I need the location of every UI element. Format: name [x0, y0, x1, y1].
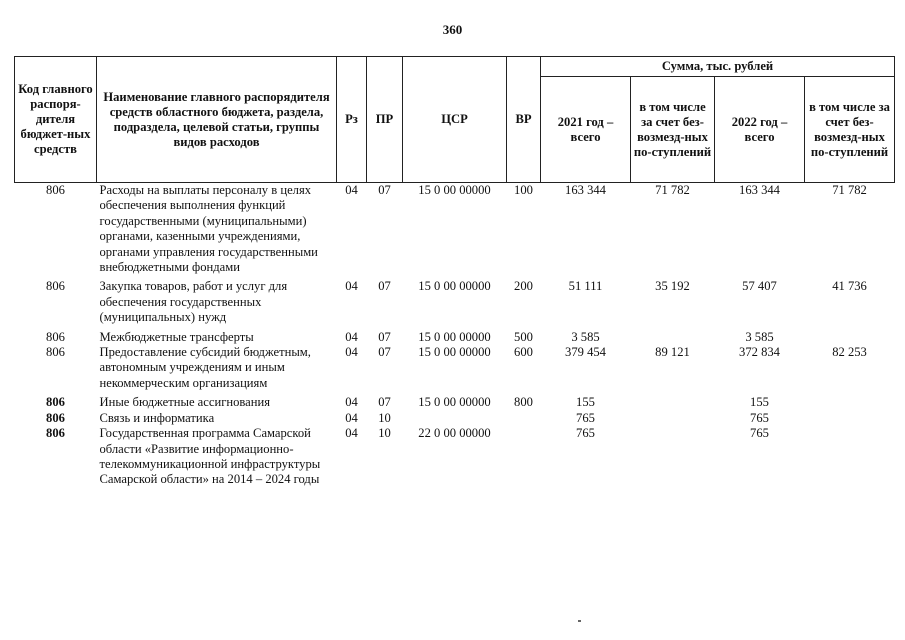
row-rz: 04: [345, 395, 358, 410]
header-code: Код главного распоря-дителя бюджет-ных средств: [15, 57, 97, 183]
row-2022-free: [805, 395, 895, 410]
table-row: [15, 345, 895, 395]
row-2021-total: 51 111: [568, 279, 603, 294]
row-rz: 04: [345, 410, 358, 425]
row-code: 806: [46, 279, 65, 294]
row-name: Расходы на выплаты персоналу в целях обеспечения выполнения функций государственными (муниципальными) органами, казенными учреждениями, органами управления государственными внебюджетными фондами: [99, 183, 318, 275]
table-row: [15, 395, 895, 410]
table-row: [15, 426, 895, 488]
row-vr: 600: [514, 345, 533, 360]
row-vr: 100: [514, 183, 533, 197]
row-2022-total: 372 834: [739, 345, 780, 360]
row-pr: 07: [378, 395, 391, 410]
row-csr: 15 0 00 00000: [418, 183, 491, 197]
row-csr: 15 0 00 00000: [418, 395, 491, 410]
row-csr: 22 0 00 00000: [418, 426, 491, 441]
header-pr: ПР: [367, 57, 403, 183]
row-2022-free: [805, 330, 895, 345]
row-2021-free: 89 121: [655, 345, 690, 360]
row-pr: 07: [378, 329, 391, 344]
row-2022-free: [805, 426, 895, 488]
row-pr: 10: [378, 426, 391, 441]
table-row: [15, 183, 895, 280]
row-name: Связь и информатика: [99, 410, 215, 425]
row-code: 806: [46, 410, 65, 425]
row-2021-free: [631, 411, 715, 426]
row-2021-total: 765: [576, 410, 595, 425]
row-name: Закупка товаров, работ и услуг для обеспечения государственных (муниципальных) нужд: [99, 279, 288, 325]
row-rz: 04: [345, 345, 358, 360]
row-pr: 07: [378, 345, 391, 360]
header-name: Наименование главного распорядителя средств областного бюджета, раздела, подраздела, целевой статьи, группы видов расходов: [97, 57, 337, 183]
header-csr: ЦСР: [403, 57, 507, 183]
row-2021-total: 3 585: [571, 329, 600, 344]
header-2022-free: в том числе за счет без-возмезд-ных по-ступлений: [805, 77, 895, 183]
row-vr: 800: [514, 395, 533, 410]
row-2022-total: 765: [750, 410, 769, 425]
budget-table: [14, 56, 895, 488]
header-2022-total: 2022 год – всего: [715, 77, 805, 183]
row-name: Государственная программа Самарской области «Развитие информационно-телекоммуникационной инфраструктуры Самарской области» на 2014 – 2024 годы: [99, 426, 321, 487]
page-number: 360: [442, 22, 463, 37]
header-sum: Сумма, тыс. рублей: [541, 57, 895, 77]
row-vr: [507, 411, 541, 426]
row-pr: 07: [378, 183, 391, 197]
row-csr: 15 0 00 00000: [418, 345, 491, 360]
row-rz: 04: [345, 279, 358, 294]
header-rz: Рз: [337, 57, 367, 183]
row-2022-total: 163 344: [739, 183, 780, 197]
row-2022-free: 71 782: [832, 183, 867, 197]
row-2022-total: 3 585: [745, 329, 774, 344]
row-code: 806: [46, 329, 65, 344]
row-csr: 15 0 00 00000: [418, 329, 491, 344]
row-name: Предоставление субсидий бюджетным, автономным учреждениям и иным некоммерческим организациям: [99, 345, 311, 390]
row-rz: 04: [345, 329, 358, 344]
row-2022-free: 82 253: [832, 345, 867, 360]
row-code: 806: [46, 345, 65, 360]
row-2021-free: [631, 395, 715, 410]
row-code: 806: [46, 395, 65, 410]
row-vr: 200: [514, 279, 533, 294]
row-2022-free: [805, 411, 895, 426]
row-pr: 07: [378, 279, 391, 294]
row-pr: 10: [378, 410, 391, 425]
scan-speck: [578, 620, 581, 622]
row-csr: 15 0 00 00000: [418, 279, 491, 294]
row-code: 806: [46, 183, 65, 197]
row-vr: 500: [514, 329, 533, 344]
row-2021-free: [631, 330, 715, 345]
header-2021-total: 2021 год – всего: [541, 77, 631, 183]
row-2021-total: 379 454: [565, 345, 606, 360]
row-csr: [403, 411, 507, 426]
table-row: [15, 330, 895, 345]
table-row: [15, 279, 895, 329]
row-2021-total: 163 344: [565, 183, 606, 197]
row-code: 806: [46, 426, 65, 441]
row-rz: 04: [345, 183, 358, 197]
row-2022-total: 57 407: [742, 279, 777, 294]
row-2021-total: 155: [576, 395, 595, 410]
row-2022-total: 155: [750, 395, 769, 410]
row-2021-free: 71 782: [655, 183, 690, 197]
row-2021-total: 765: [576, 426, 595, 441]
row-name: Иные бюджетные ассигнования: [99, 395, 271, 410]
row-2021-free: 35 192: [655, 279, 690, 294]
table-row: [15, 411, 895, 426]
header-vr: ВР: [507, 57, 541, 183]
row-vr: [507, 426, 541, 488]
row-rz: 04: [345, 426, 358, 441]
row-2022-free: 41 736: [832, 279, 867, 294]
row-2022-total: 765: [750, 426, 769, 441]
row-name: Межбюджетные трансферты: [99, 329, 254, 344]
header-2021-free: в том числе за счет без-возмезд-ных по-ступлений: [631, 77, 715, 183]
row-2021-free: [631, 426, 715, 488]
